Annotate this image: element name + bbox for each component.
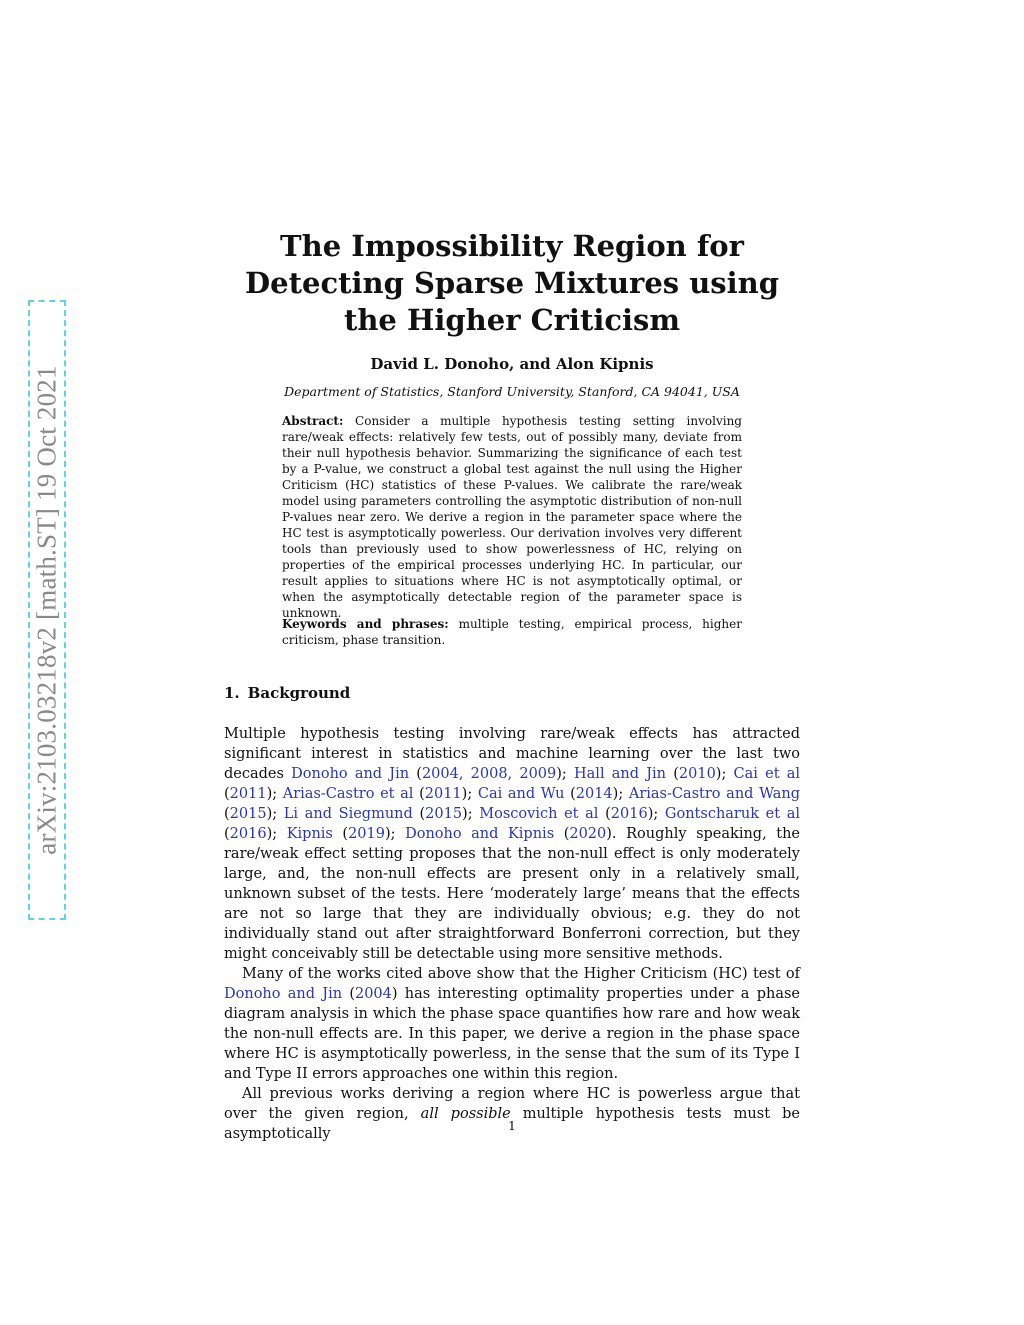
citation-link[interactable]: Gontscharuk et al: [664, 806, 801, 822]
text-run: (: [413, 786, 425, 802]
text-run: );: [612, 786, 629, 802]
citation-link[interactable]: Cai et al: [733, 766, 801, 782]
citation-link[interactable]: 2014: [575, 786, 613, 802]
citation-link[interactable]: 2011: [229, 786, 267, 802]
text-run: );: [715, 766, 734, 782]
paragraph-3: [224, 1084, 800, 1144]
text-run: );: [266, 786, 283, 802]
text-run: );: [647, 806, 665, 822]
section-number: 1.: [224, 684, 240, 702]
text-run: ). Roughly speaking, the rare/weak effect setting proposes that the non-null effect is only moderately large, and, the non-null effects are present only in a relatively small, unknown subset of the tests. Here ‘moderately large’ means that the effects are not so large that they are individually obvious; e.g. they do not individually stand out after straightforward Bonferroni correction, but they might conceivably still be detectable using more sensitive methods.: [224, 826, 800, 962]
citation-link[interactable]: 2011: [424, 786, 462, 802]
text-run: All previous works deriving a region where HC is powerless argue that over the given region,: [224, 1086, 800, 1122]
text-run: (: [224, 806, 230, 822]
text-run: (: [224, 786, 230, 802]
text-run: Many of the works cited above show that the Higher Criticism (HC) test of: [242, 966, 800, 982]
affiliation: Department of Statistics, Stanford University, Stanford, CA 94041, USA: [284, 384, 740, 399]
abstract: [282, 413, 742, 621]
keywords: [282, 616, 742, 648]
citation-link[interactable]: 2010: [678, 766, 716, 782]
text-run: (: [409, 766, 422, 782]
keywords-label: Keywords and phrases:: [282, 617, 449, 631]
citation-link[interactable]: 2004: [354, 986, 392, 1002]
text-run: );: [266, 826, 287, 842]
citation-link[interactable]: 2016: [610, 806, 648, 822]
page-number: 1: [508, 1118, 516, 1133]
citation-link[interactable]: Arias-Castro and Wang: [628, 786, 800, 802]
text-run: );: [461, 786, 478, 802]
citation-link[interactable]: Cai and Wu: [477, 786, 565, 802]
text-run: multiple hypothesis tests must be asymptotically: [224, 1106, 800, 1142]
body-text: [224, 724, 800, 1144]
arxiv-stamp: [28, 300, 66, 920]
text-run: );: [266, 806, 284, 822]
text-run: (: [332, 826, 349, 842]
abstract-label: Abstract:: [282, 414, 344, 428]
citation-link[interactable]: Moscovich et al: [479, 806, 599, 822]
text-run: (: [412, 806, 426, 822]
abstract-text: Consider a multiple hypothesis testing setting involving rare/weak effects: relatively few tests, out of possibly many, deviate from their null hypothesis behavior. Summarizing the significance of each test by a P-value, we construct a global test against the null using the Higher Criticism (HC) statistics of these P-values. We calibrate the rare/weak model using parameters controlling the asymptotic distribution of non-null P-values near zero. We derive a region in the parameter space where the HC test is asymptotically powerless. Our derivation involves very different tools than previously used to show powerlessness of HC, relying on properties of the empirical processes underlying HC. In particular, our result applies to situations where HC is not asymptotically optimal, or when the asymptotically detectable region of the parameter space is unknown.: [282, 414, 742, 620]
citation-link[interactable]: Donoho and Kipnis: [405, 826, 555, 842]
text-run: );: [462, 806, 480, 822]
emphasis: all possible: [420, 1106, 511, 1122]
citation-link[interactable]: Arias-Castro et al: [282, 786, 414, 802]
text-run: ) has interesting optimality properties under a phase diagram analysis in which the phase space quantifies how rare and how weak the non-null effects are. In this paper, we derive a region in the phase space where HC is asymptotically powerless, in the sense that the sum of its Type I and Type II errors approaches one within this region.: [224, 986, 800, 1082]
text-run: (: [224, 826, 230, 842]
citation-link[interactable]: 2019: [348, 826, 385, 842]
text-run: (: [598, 806, 611, 822]
section-title: Background: [247, 684, 351, 702]
citation-link[interactable]: Donoho and Jin: [291, 766, 410, 782]
text-run: Multiple hypothesis testing involving rare/weak effects has attracted significant interest in statistics and machine learning over the last two decades: [224, 726, 800, 782]
paper-title: The Impossibility Region for Detecting Sparse Mixtures using the Higher Criticism: [245, 229, 779, 337]
citation-link[interactable]: 2015: [229, 806, 267, 822]
citation-link[interactable]: 2016: [229, 826, 267, 842]
paragraph-1: [224, 724, 800, 964]
arxiv-id: arXiv:2103.03218v2 [math.ST] 19 Oct 2021: [31, 365, 62, 855]
text-run: (: [342, 986, 355, 1002]
text-run: (: [564, 786, 576, 802]
text-run: (: [666, 766, 679, 782]
text-run: );: [556, 766, 575, 782]
citation-link[interactable]: 2004, 2008, 2009: [421, 766, 557, 782]
citation-link[interactable]: Donoho and Jin: [224, 986, 343, 1002]
citation-link[interactable]: 2020: [569, 826, 607, 842]
authors: David L. Donoho, and Alon Kipnis: [370, 355, 654, 373]
paragraph-2: [224, 964, 800, 1084]
keywords-text: multiple testing, empirical process, higher criticism, phase transition.: [282, 617, 742, 647]
text-run: );: [384, 826, 406, 842]
citation-link[interactable]: Kipnis: [286, 826, 333, 842]
citation-link[interactable]: 2015: [425, 806, 463, 822]
text-run: (: [554, 826, 570, 842]
citation-link[interactable]: Li and Siegmund: [283, 806, 413, 822]
citation-link[interactable]: Hall and Jin: [574, 766, 667, 782]
section-heading: [224, 684, 350, 702]
